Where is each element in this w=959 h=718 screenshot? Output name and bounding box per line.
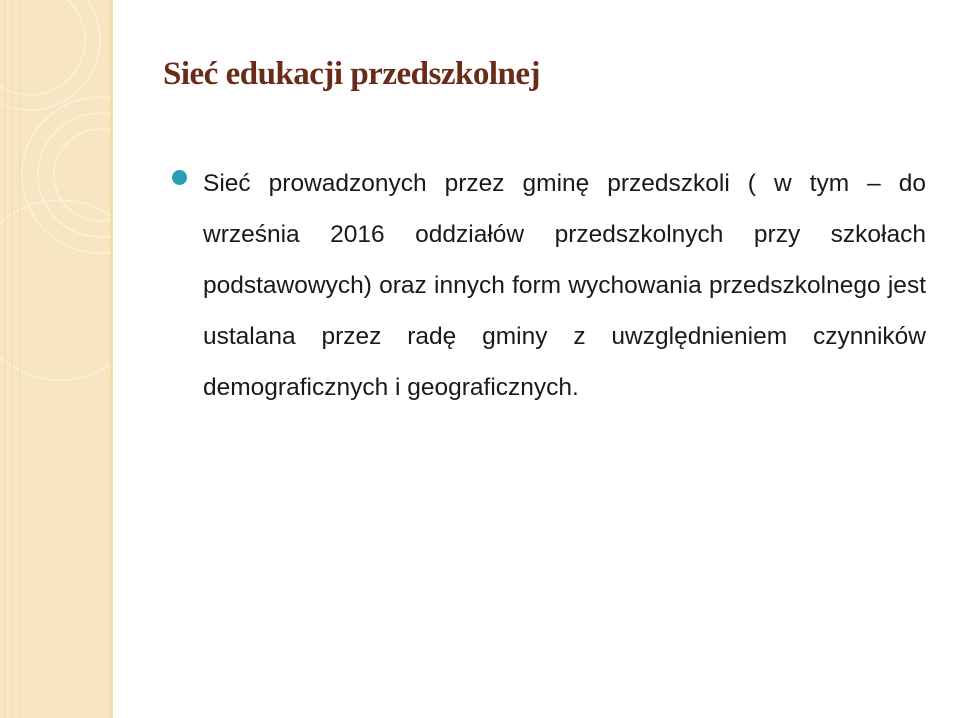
side-band-edge <box>110 0 113 718</box>
bullet-text: Sieć prowadzonych przez gminę przedszkoli ( w tym – do września 2016 oddziałów przedszkolnych przy szkołach podstawowych) oraz innych form wychowania przedszkolnego jest ustalana przez radę gminy z uwzględnieniem czynników demograficznych i geograficznych. <box>203 170 926 401</box>
decorative-side-band <box>0 0 110 718</box>
decorative-curves-icon <box>0 0 110 718</box>
bullet-dot-icon <box>172 170 187 185</box>
slide-title: Sieć edukacji przedszkolnej <box>163 56 540 92</box>
